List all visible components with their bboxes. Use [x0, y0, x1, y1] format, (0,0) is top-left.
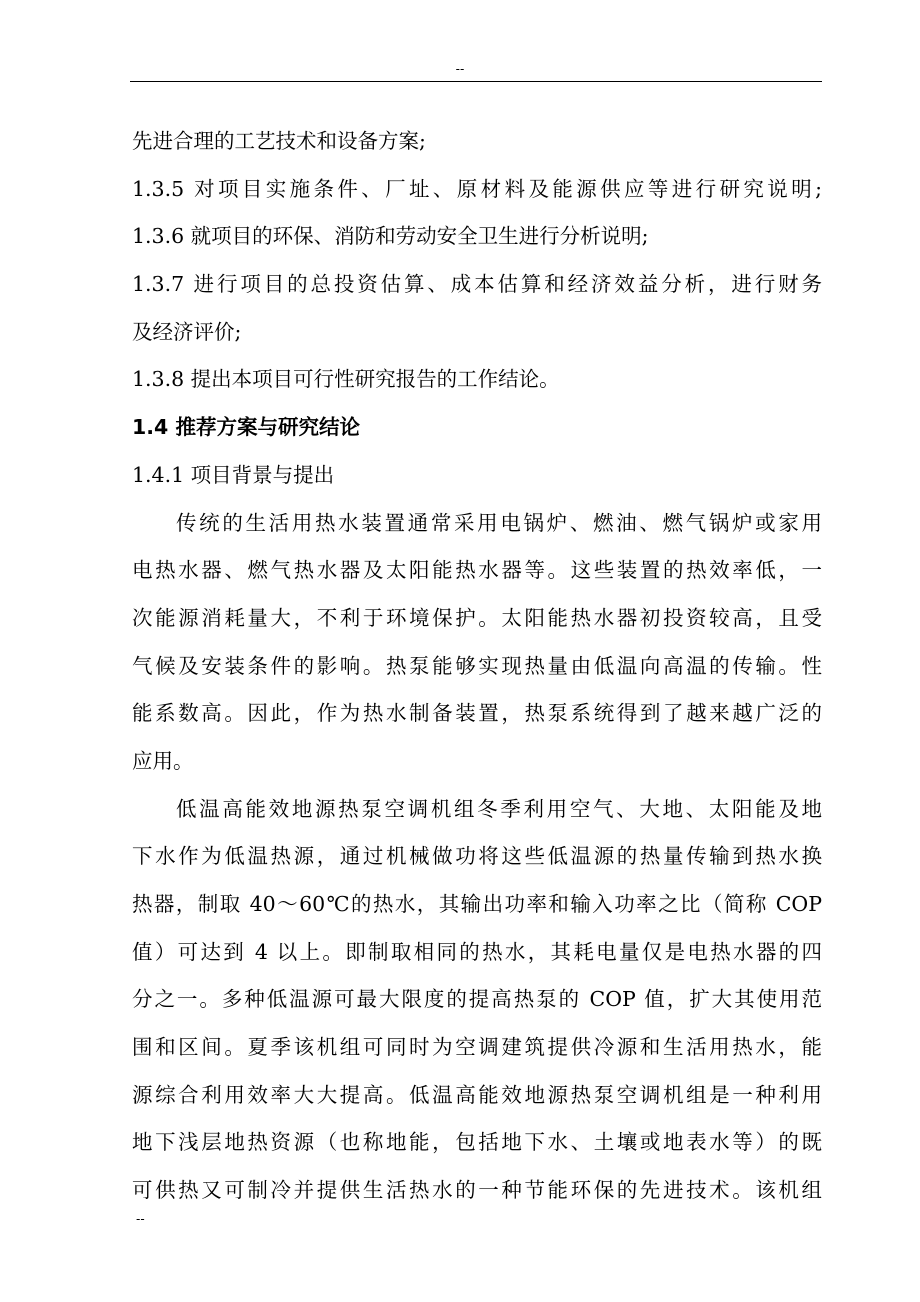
paragraph-line: 气候及安装条件的影响。热泵能够实现热量由低温向高温的传输。性 — [132, 653, 822, 678]
list-item-1-3-6: 1.3.6 就项目的环保、消防和劳动安全卫生进行分析说明; — [132, 224, 649, 249]
text-line: 先进合理的工艺技术和设备方案; — [132, 129, 426, 153]
list-item-1-3-8: 1.3.8 提出本项目可行性研究报告的工作结论。 — [132, 367, 560, 392]
section-heading-1-4: 1.4 推荐方案与研究结论 — [132, 415, 360, 440]
list-item-1-3-7: 1.3.7 进行项目的总投资估算、成本估算和经济效益分析，进行财务 — [132, 272, 822, 297]
paragraph-line: 下水作为低温热源，通过机械做功将这些低温源的热量传输到热水换 — [132, 844, 822, 869]
paragraph-line: 地下浅层地热资源（也称地能，包括地下水、土壤或地表水等）的既 — [132, 1130, 822, 1155]
paragraph-line: 围和区间。夏季该机组可同时为空调建筑提供冷源和生活用热水，能 — [132, 1035, 822, 1060]
paragraph-line: 值）可达到 4 以上。即制取相同的热水，其耗电量仅是电热水器的四 — [132, 939, 822, 964]
footer-mark: -- — [136, 1212, 145, 1226]
paragraph-line: 能系数高。因此，作为热水制备装置，热泵系统得到了越来越广泛的 — [132, 701, 822, 726]
list-item-1-3-5: 1.3.5 对项目实施条件、厂址、原材料及能源供应等进行研究说明; — [132, 176, 822, 201]
paragraph-line: 可供热又可制冷并提供生活热水的一种节能环保的先进技术。该机组 — [132, 1178, 822, 1203]
header-mark: -- — [455, 62, 465, 76]
paragraph-line: 分之一。多种低温源可最大限度的提高热泵的 COP 值，扩大其使用范 — [132, 987, 822, 1012]
document-body — [132, 118, 822, 1215]
text-line: 及经济评价; — [132, 319, 242, 344]
paragraph-line: 应用。 — [132, 748, 194, 773]
paragraph-line: 热器，制取 40～60℃的热水，其输出功率和输入功率之比（简称 COP — [132, 892, 822, 916]
subsection-heading-1-4-1: 1.4.1 项目背景与提出 — [132, 462, 335, 487]
paragraph-line: 低温高能效地源热泵空调机组冬季利用空气、大地、太阳能及地 — [176, 796, 822, 821]
paragraph-line: 电热水器、燃气热水器及太阳能热水器等。这些装置的热效率低，一 — [132, 558, 822, 583]
paragraph-line: 次能源消耗量大，不利于环境保护。太阳能热水器初投资较高，且受 — [132, 605, 822, 630]
paragraph-line: 源综合利用效率大大提高。低温高能效地源热泵空调机组是一种利用 — [132, 1082, 822, 1107]
header-rule — [130, 81, 822, 82]
paragraph-line: 传统的生活用热水装置通常采用电锅炉、燃油、燃气锅炉或家用 — [176, 510, 822, 535]
